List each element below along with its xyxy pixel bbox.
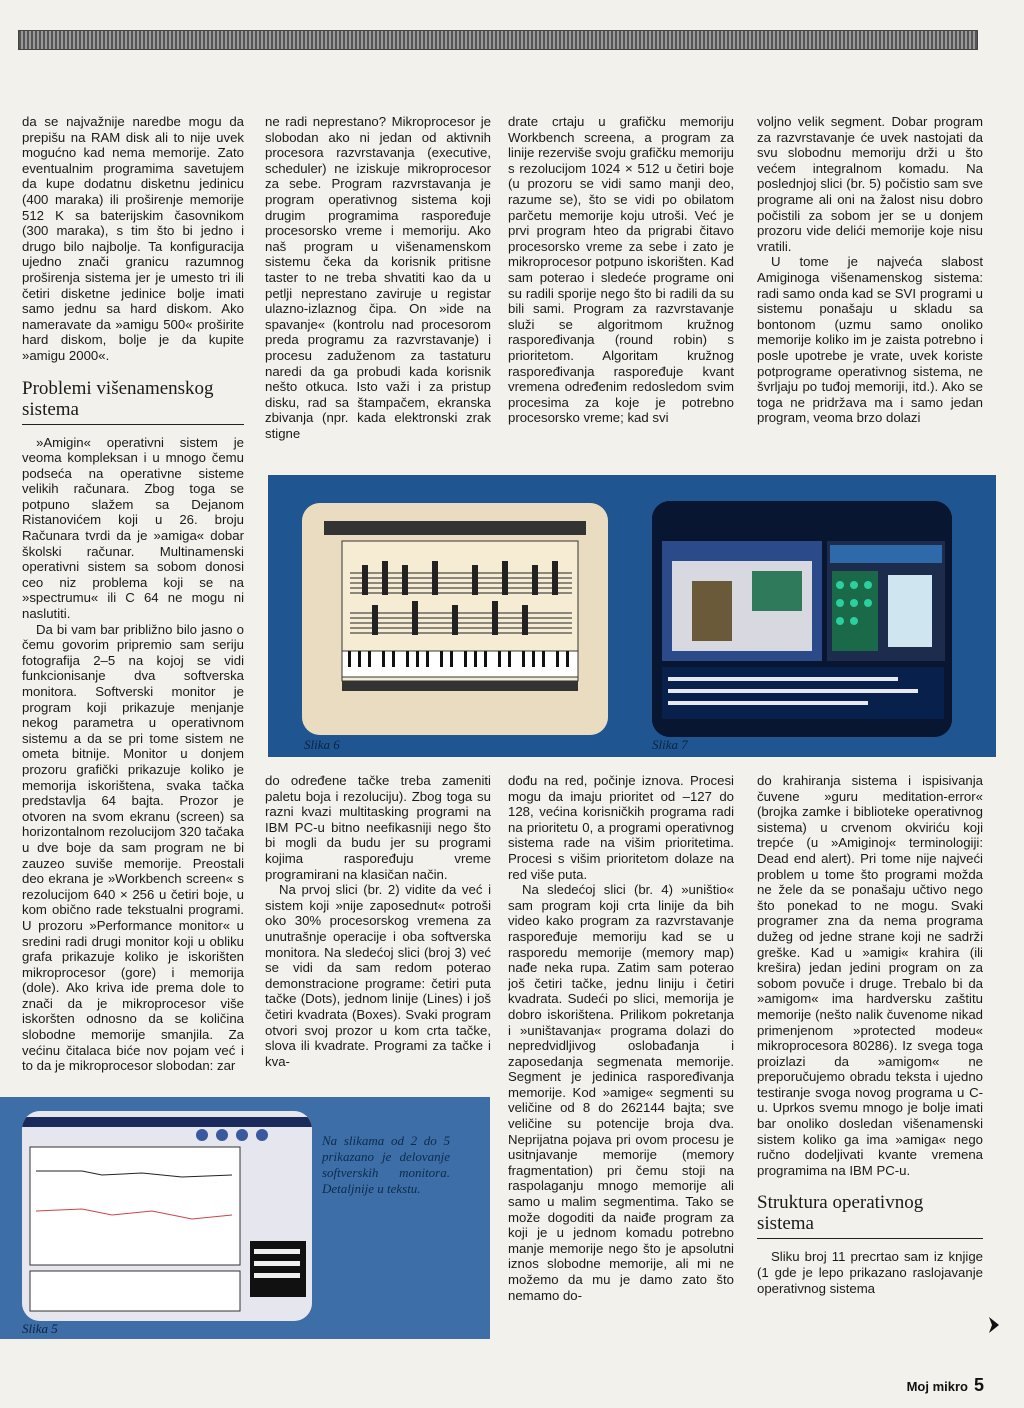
- column-4-top: [757, 114, 983, 444]
- col1-paragraph-3: Da bi vam bar približno bilo jasno o čemu govorim pripremio sam seriju fotografija 2–5 na kojoj se vidi funkcionisanje dva softverska monitora. Softverski monitor je program koji prikazuje menjanje nekog parametra u operativnom sistemu a da se pri tome sistem ne ometa bitnije. Monitor u donjem prozoru grafički prikazuje koliko je memorija iskorištena, svaka tačka predstavlja 64 bajta. Prozor je otvoren na svom ekranu (screen) sa horizontalnom rezolucijom 320 tačaka u dve boje da sam program ne bi zauzeo suviše memorije. Preostali deo ekrana je »Workbench screen« s rezolucijom 640 × 256 u četiri boje, u kom obično rade tekstualni programi. U prozoru »Performance monitor« u sredini radi drugi monitor koji u obliku grafa prikazuje koliko je iskorišten mikroprocesor (gore) i memorija (dole). Ako kriva ide prema dole to znači da je mikroprocesor više iskoršten odnosno da se količina slobodne memorije smanjila. Za većinu čitalaca biće nov pojam već i to da je mikroprocesor slobodan: zar: [22, 621, 244, 1074]
- section-heading-struktura: Struktura operativnog sistema: [757, 1192, 983, 1239]
- column-3-top: [508, 114, 734, 444]
- col3-top-paragraph: drate crtaju u grafičku memoriju Workbench screena, a program za linije rezerviše svoju grafičku memoriju s rezolucijom 1024 × 512 u četiri boje (u prozoru se vidi samo manji deo, razume se), što se vidi po obilatom parčetu memorije koju utroši. Već je prvi program hteo da prigrabi čitavo procesorsko vreme za sebe i zato je mikroprocesor potpuno iskorišten. Kad sam poterao i sledeće programe oni su radili sporije nego što bi radili da su bili sami. Program za razvrstavanje služi se algoritmom kružnog raspoređivanja (round robin) s prioritetom. Algoritam kružnog raspoređivanja raspoređuje kvant vremena određenim redosledom svim procesima za koje je potrebno procesorsko vreme; kad svi: [508, 114, 734, 426]
- col1-paragraph-1: da se najvažnije naredbe mogu da prepišu na RAM disk ali to nije uvek mogućno kad nema memorije. Zato eventualnim programima savetujem da kupe dodatnu disketnu jedinicu (400 maraka) ili proširenje memorije 512 K sa baterijskim časovnikom (300 maraka), s tim što bi jedno i drugo bilo najbolje. Ta konfiguracija ujedno znači granicu razumnog proširenja sistema jer je umesto tri ili četiri disketne jedinice bolje imati samo jednu sa hard diskom. Ako nameravate da »amigu 500« proširite hard diskom, bolje je da kupite »amigu 2000«.: [22, 114, 244, 363]
- photo-slika-7: [652, 501, 952, 737]
- col3-bottom-paragraph-1: dođu na red, počinje iznova. Procesi mogu da imaju prioritet od –127 do 128, većina korisničkih programa radi na prioritetu 0, a programi operativnog sistema rade na višim prioritetima. Procesi s višim prioritetom dolaze na red više puta.: [508, 773, 734, 882]
- page-footer: [907, 1375, 984, 1396]
- magazine-name: Moj mikro: [906, 1379, 968, 1394]
- photo-side-note: Na slikama od 2 do 5 prikazano je delovanje softverskih monitora. Detaljnije u tekstu.: [322, 1133, 450, 1196]
- column-2-top: [265, 114, 491, 444]
- section-heading-problemi: Problemi višenamenskog sistema: [22, 378, 244, 425]
- col3-bottom-paragraph-2: Na sledećoj slici (br. 4) »uništio« sam program koji crta linije da bih video kako program za razvrstavanje raspoređuje memoriju kad se u rasporedu memorije (memory map) nađe neka rupa. Zatim sam poterao još četiri tačke, jednu liniju i četiri kvadrata. Sudeći po slici, memorija je dobro iskorištena. Prilikom pokretanja i »uništavanja« programa dolazi do nepredvidljivog oslobađanja i zaposedanja segmenata memorije. Segment je jedinica raspoređivanja memorije. Kod »amige« segmenti su veličine od 8 do 262144 bajta; sve veličine su potencije broja dva. Neprijatna pojava pri ovom procesu je usitnjavanje memorije (memory fragmentation) pri čemu stoji na raspolaganju mnogo memorije ali samo u malim segmentima. Tako se može dogoditi da naiđe program za koji je u jednom komadu potrebno manje memorije nego što je apsolutni iznos slobodne memorije, ali mi ne možemo da mu je damo zato što nemamo do-: [508, 882, 734, 1303]
- column-2-bottom: [265, 773, 491, 1093]
- top-decorative-bar: [18, 30, 978, 50]
- col4-top-paragraph-2: U tome je najveća slabost Amiginoga višenamenskog sistema: radi samo onda kad se SVI programi u sistemu ponašaju u skladu sa bontonom (uzmu samo onoliko memorije koliko im je zaista potrebno i posle upotrebe je vrate, uvek koriste potprograme operativnog sistema, ne švrljaju po tuđoj memoriji, itd.). Ako se toga ne pridržava ma i samo jedan program, veoma brzo dolazi: [757, 254, 983, 426]
- col4-bottom-paragraph-2: Sliku broj 11 precrtao sam iz knjige (1 gde je lepo prikazano raslojavanje operativnog sistema: [757, 1249, 983, 1296]
- col2-bottom-paragraph-2: Na prvoj slici (br. 2) vidite da već i sistem koji »nije zaposednut« potroši oko 30% procesorskog vremena za unutrašnje operacije i oba softverska monitora. Na sledećoj slici (broj 3) već se vidi da sam redom poterao demonstracione programe: četiri puta tačke (Dots), jednom linije (Lines) i još četiri kvadrata (Boxes). Svaki program otvori svoj prozor u kom crta tačke, slova ili kvadrate. Programi za tačke i kva-: [265, 882, 491, 1069]
- col1-paragraph-2: »Amigin« operativni sistem je veoma kompleksan i u mnogo čemu podseća na operativne sisteme velikih računara. Zbog toga se potpuno slažem sa Dejanom Ristanovićem koji u 26. broju Računara tvrdi da je »amiga« dobar školski računar. Multinamenski operativni sistem sa sobom donosi ceo niz problema koji se na »spectrumu« ili C 64 ne mogu ni naslutiti.: [22, 434, 244, 622]
- column-1: [22, 114, 244, 1089]
- caption-slika-5: Slika 5: [22, 1321, 58, 1336]
- page-number: 5: [973, 1375, 984, 1395]
- caption-slika-7: Slika 7: [652, 737, 688, 752]
- photo-panel-slika-5: [0, 1097, 490, 1339]
- caption-slika-6: Slika 6: [304, 737, 340, 752]
- photo-slika-5: [22, 1111, 312, 1321]
- col2-top-paragraph: ne radi neprestano? Mikroprocesor je slobodan ako ni jedan od aktivnih procesora razvrstavanja (executive, scheduler) ne iziskuje mikroprocesor za sebe. Program razvrstavanja je program operativnog sistema koji drugim programima raspoređuje procesorsko vreme i memoriju. Ako naš program u višenamenskom sistemu čeka da korisnik pritisne taster to ne treba shvatiti kao da u petlji neprestano zaviruje u registar ulazno-izlaznog čipa. On »ide na spavanje« (kontrolu nad procesorom preda programu za razvrstavanje) i procesu zaduženom za tastaturu naredi da ga probudi kada korisnik nešto otkuca. Isto važi i za pristup disku, rad sa štampačem, ekranska zbivanja (npr. kada elektronski zrak stigne: [265, 114, 491, 441]
- photo-slika-6: [302, 503, 608, 735]
- col4-bottom-paragraph-1: do krahiranja sistema i ispisivanja čuvene »guru meditation-error« (brojka zamke i biblioteke operativnog sistema) u crvenom okviriću koji trepće (u »Amiginoj« terminologiji: Dead end alert). Pri tome nije najveći problem u tome što programi možda ne žele da se ponašaju učtivo nego što ponekad to ne mogu. Svaki programer zna da nema programa dužeg od jedne strane koji ne sadrži greške. Kad u »amigi« krahira (ili krešira) jedan jedini program on za sobom povuče i druge. Trebalo bi da »amigom« ima hardversku zaštitu memorije (nešto nalik čuvenome nikad primenjenom »protected modeu« mikroprocesora 80286). Iz svega toga proizlazi da »amigom« ne preporučujemo obradu teksta i ujedno testiranje svoga novog programa u C-u. Uprkos svemu mnogo je bolje imati bar onoliko dosledan višenamenski sistem koliko ga ima »amiga« nego ručno dodeljivati kvante vremena programima na IBM PC-u.: [757, 773, 983, 1178]
- continue-arrow-icon: [987, 1317, 1001, 1333]
- col2-bottom-paragraph-1: do određene tačke treba zameniti paletu boja i rezoluciju). Zbog toga su razni kvazi multitasking programi na IBM PC-u bitno neefikasniji nego što bi mogli da budu jer su programi kojima raspoređuju vreme programirani na klasičan način.: [265, 773, 491, 882]
- column-3-bottom: [508, 773, 734, 1343]
- photo-panel-slika-6-7: [268, 475, 996, 757]
- column-4-bottom: [757, 773, 983, 1343]
- col4-top-paragraph-1: voljno velik segment. Dobar program za razvrstavanje će uvek nastojati da svu slobodnu memoriju drži u što većem integralnom komadu. Na poslednjoj slici (br. 5) počistio sam sve programe ali oni na žalost nisu dobro počistili za sobom jer se u donjem prozoru vide delići memorije koje nisu vratili.: [757, 114, 983, 254]
